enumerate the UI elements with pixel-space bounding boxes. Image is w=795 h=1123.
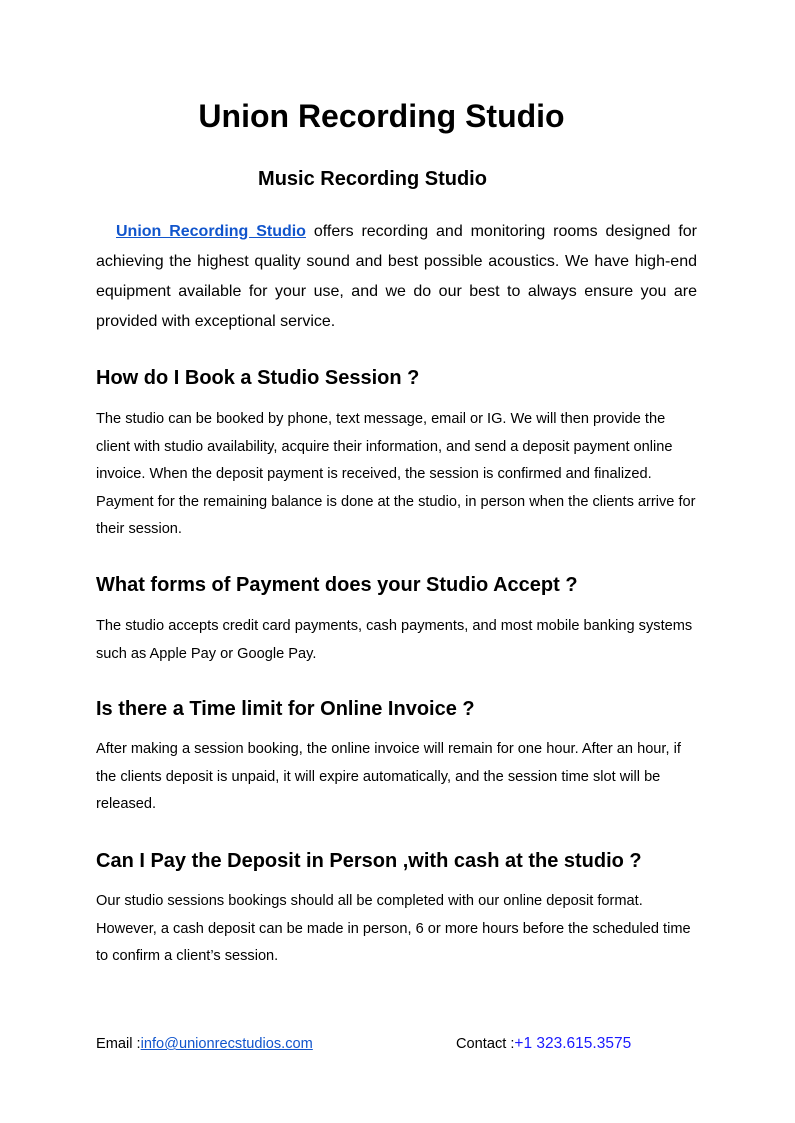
footer-contact bbox=[456, 1034, 631, 1054]
section-heading-booking: How do I Book a Studio Session ? bbox=[96, 367, 420, 389]
email-label: Email : bbox=[96, 1036, 141, 1052]
email-link[interactable]: info@unionrecstudios.com bbox=[140, 1036, 313, 1052]
phone-number[interactable]: +1 323.615.3575 bbox=[514, 1035, 632, 1052]
section-body-cash-deposit: Our studio sessions bookings should all be completed with our online deposit format. However, a cash deposit can be made in person, 6 or more hours before the scheduled time to confirm a client’s session. bbox=[96, 893, 691, 964]
section-heading-time-limit: Is there a Time limit for Online Invoice ? bbox=[96, 698, 475, 720]
contact-label: Contact : bbox=[456, 1036, 515, 1052]
section-body-payment: The studio accepts credit card payments, cash payments, and most mobile banking systems such as Apple Pay or Google Pay. bbox=[96, 618, 693, 662]
intro-text: offers recording and monitoring rooms designed for achieving the highest quality sound and best possible acoustics. We have high-end equipment available for your use, and we do our best to always ensure you are provided with exceptional service. bbox=[96, 223, 698, 330]
section-body-time-limit: After making a session booking, the online invoice will remain for one hour. After an hour, if the clients deposit is unpaid, it will expire automatically, and the session time slot will be released. bbox=[96, 741, 681, 812]
section-heading-cash-deposit: Can I Pay the Deposit in Person ,with cash at the studio ? bbox=[96, 850, 642, 872]
page-title: Union Recording Studio bbox=[198, 98, 565, 134]
section-heading-payment: What forms of Payment does your Studio Accept ? bbox=[96, 574, 578, 596]
footer-email bbox=[96, 1034, 313, 1054]
studio-link[interactable]: Union Recording Studio bbox=[116, 223, 306, 240]
page-subtitle: Music Recording Studio bbox=[258, 168, 487, 190]
section-body-booking: The studio can be booked by phone, text message, email or IG. We will then provide the client with studio availability, acquire their information, and send a deposit payment online invoice. When the deposit payment is received, the session is confirmed and finalized. Payment for the remaining balance is done at the studio, in person when the clients arrive for their session. bbox=[96, 411, 696, 537]
intro-paragraph bbox=[96, 217, 697, 337]
